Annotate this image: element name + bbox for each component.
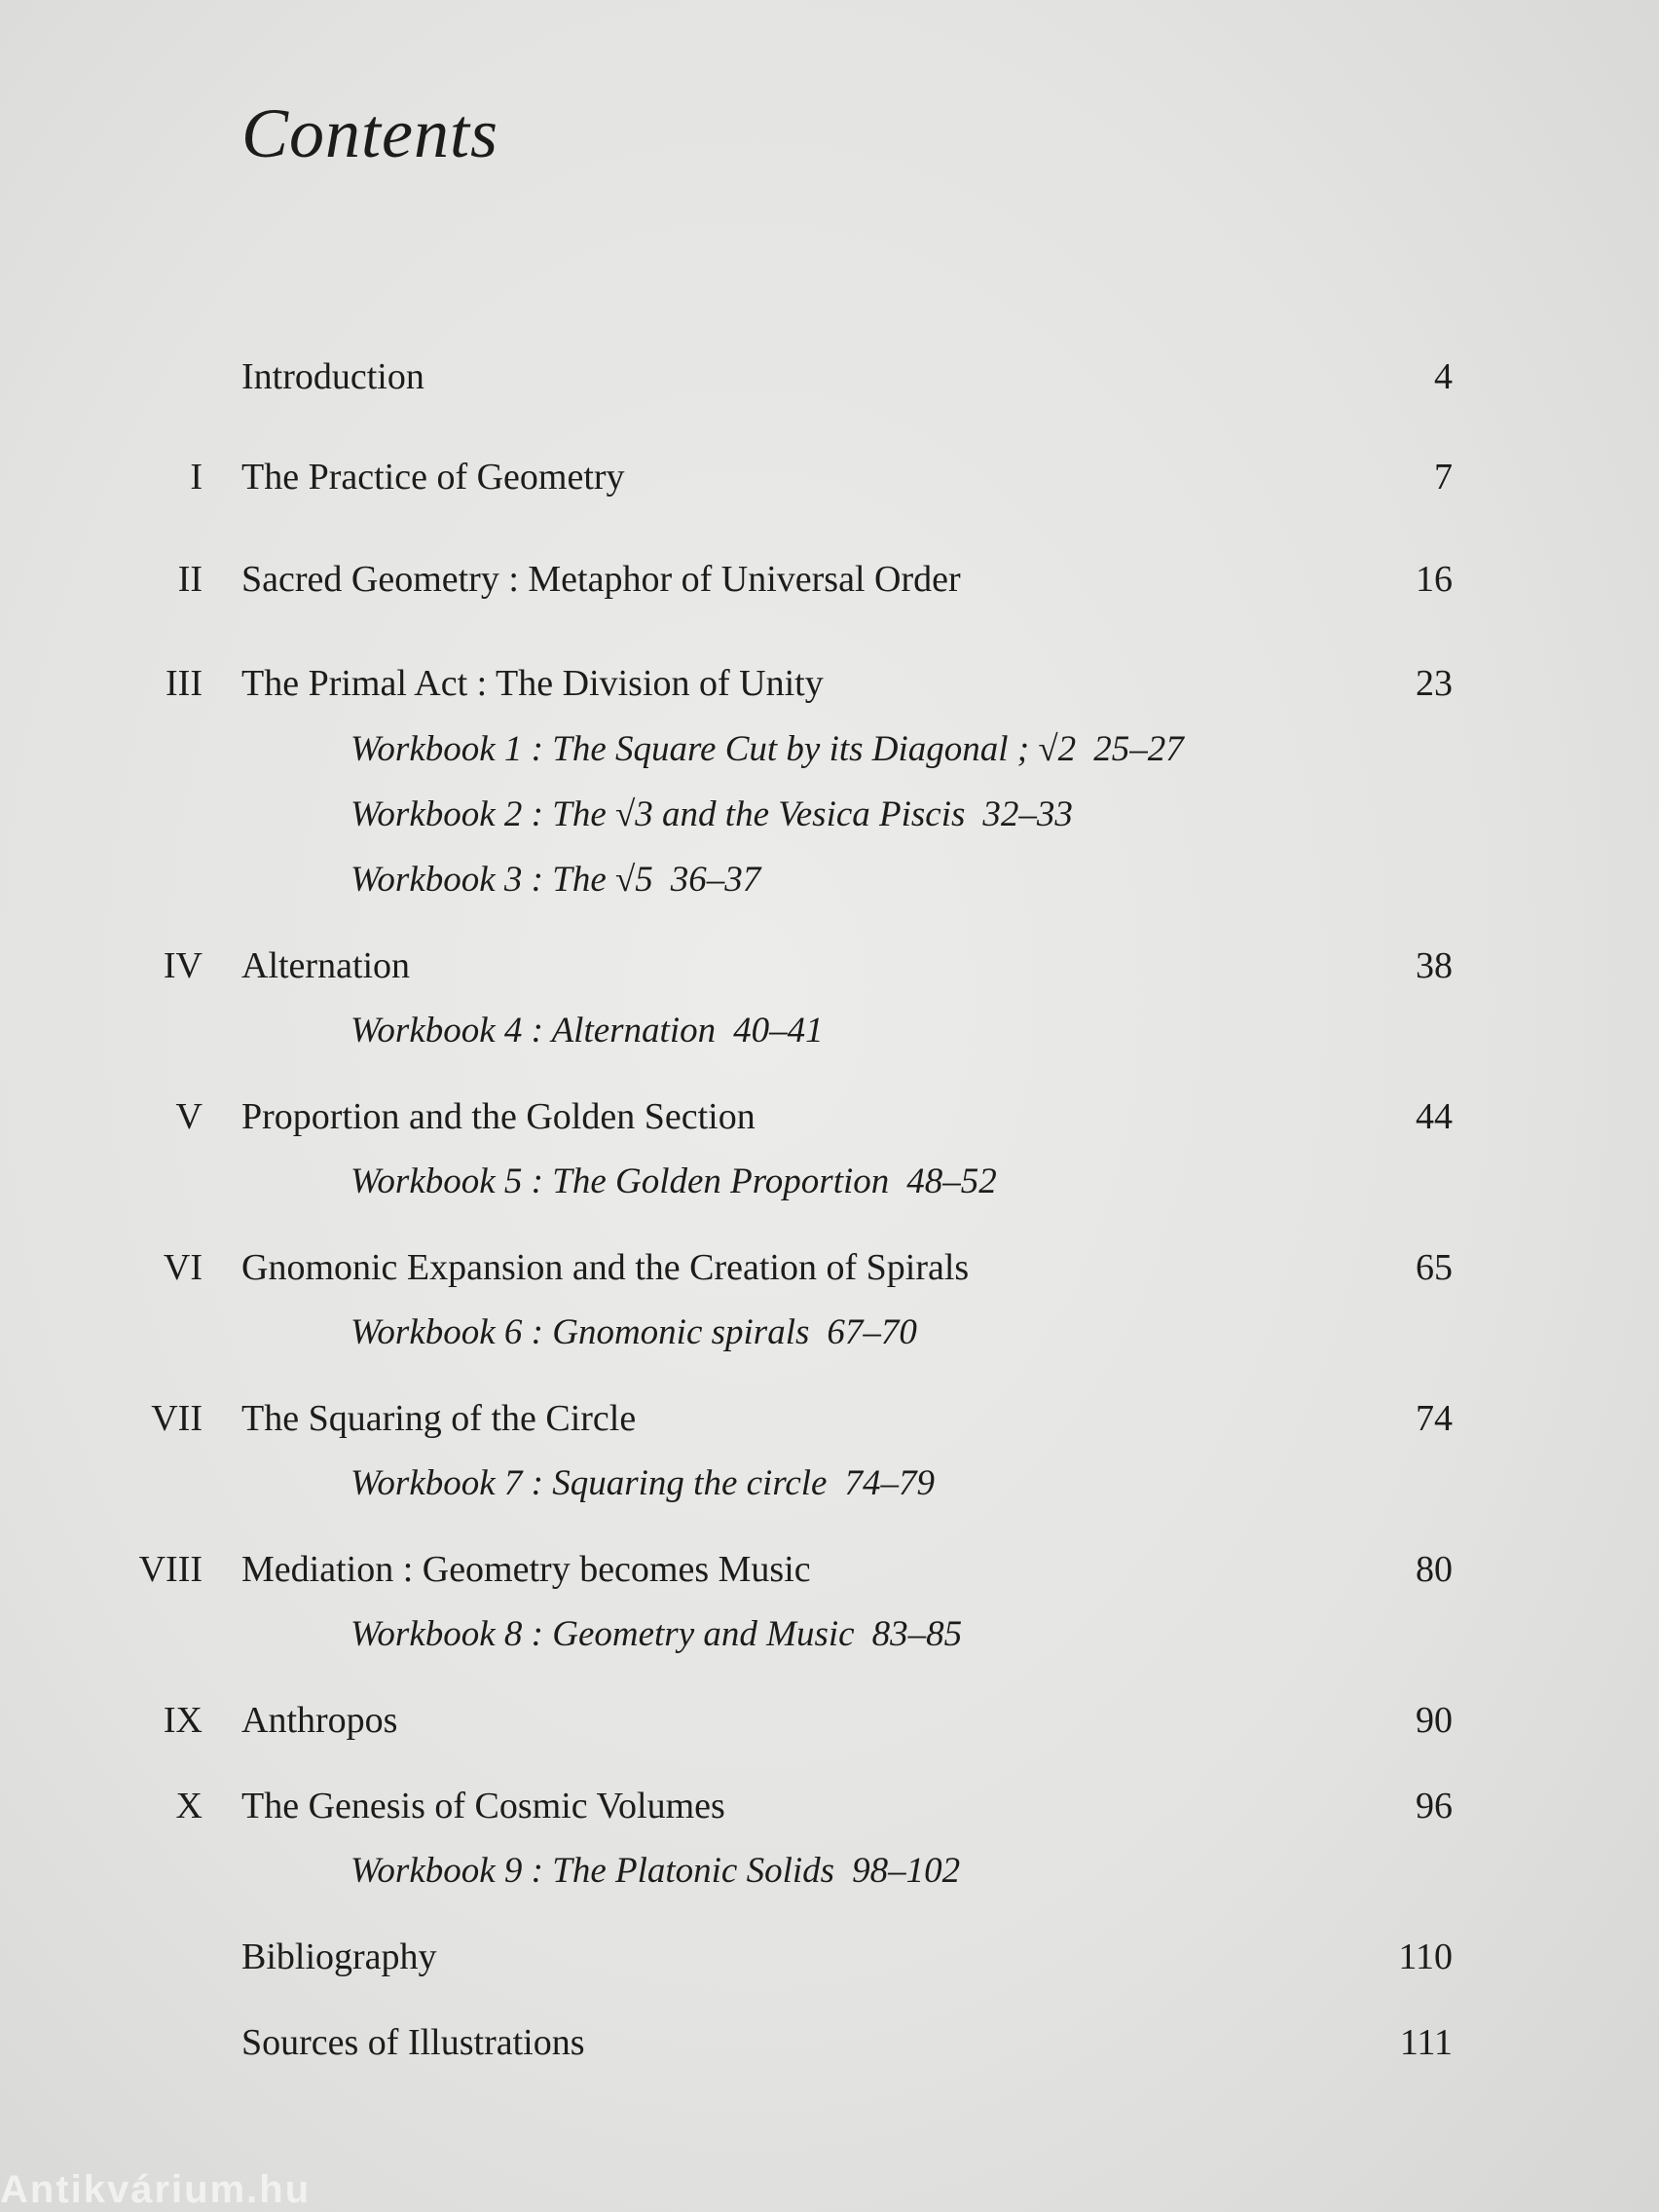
workbook-3 xyxy=(350,859,760,901)
entry-title: Sacred Geometry : Metaphor of Universal Order xyxy=(241,559,961,600)
toc-entry-chapter-3 xyxy=(0,662,1659,720)
toc-entry-introduction xyxy=(0,355,1659,414)
workbook-title: Workbook 4 : Alternation xyxy=(350,1011,717,1051)
toc-entry-chapter-8 xyxy=(0,1548,1659,1606)
toc-entry-sources xyxy=(0,2021,1659,2080)
chapter-number: IV xyxy=(163,945,203,986)
entry-title: Sources of Illustrations xyxy=(241,2022,585,2063)
entry-title: Mediation : Geometry becomes Music xyxy=(241,1549,811,1590)
workbook-5 xyxy=(350,1161,997,1202)
chapter-number: X xyxy=(175,1786,203,1826)
workbook-6 xyxy=(350,1311,917,1353)
chapter-number: VI xyxy=(163,1247,203,1288)
entry-page: 111 xyxy=(1399,2022,1453,2063)
chapter-number: VII xyxy=(151,1398,203,1439)
toc-entry-chapter-4 xyxy=(0,944,1659,1003)
entry-title: Anthropos xyxy=(241,1700,398,1741)
entry-page: 74 xyxy=(1416,1398,1453,1439)
toc-entry-chapter-2 xyxy=(0,558,1659,616)
chapter-number: V xyxy=(175,1096,203,1137)
entry-page: 23 xyxy=(1416,663,1453,704)
workbook-9 xyxy=(350,1850,960,1892)
entry-title: The Primal Act : The Division of Unity xyxy=(241,663,824,704)
workbook-pages: 83–85 xyxy=(871,1614,963,1654)
entry-page: 7 xyxy=(1434,457,1453,498)
workbook-pages: 36–37 xyxy=(670,860,761,900)
workbook-2 xyxy=(350,793,1073,835)
page-title: Contents xyxy=(241,94,499,172)
workbook-pages: 32–33 xyxy=(982,794,1073,834)
entry-page: 4 xyxy=(1434,356,1453,397)
entry-page: 44 xyxy=(1416,1096,1453,1137)
toc-entry-chapter-7 xyxy=(0,1397,1659,1456)
entry-title: Proportion and the Golden Section xyxy=(241,1096,756,1137)
entry-page: 90 xyxy=(1416,1700,1453,1741)
workbook-4 xyxy=(350,1010,824,1051)
workbook-title: Workbook 6 : Gnomonic spirals xyxy=(350,1312,810,1352)
workbook-title: Workbook 8 : Geometry and Music xyxy=(350,1614,855,1654)
entry-title: The Practice of Geometry xyxy=(241,457,625,498)
entry-page: 16 xyxy=(1416,559,1453,600)
watermark: Antikvárium.hu xyxy=(0,2168,312,2211)
chapter-number: IX xyxy=(163,1700,203,1741)
workbook-title: Workbook 3 : The √5 xyxy=(350,860,653,900)
entry-page: 80 xyxy=(1416,1549,1453,1590)
chapter-number: III xyxy=(166,663,203,704)
toc-entry-chapter-1 xyxy=(0,456,1659,514)
entry-title: Introduction xyxy=(241,356,424,397)
workbook-pages: 40–41 xyxy=(733,1011,824,1051)
workbook-pages: 74–79 xyxy=(844,1463,935,1503)
toc-entry-chapter-9 xyxy=(0,1699,1659,1757)
workbook-title: Workbook 7 : Squaring the circle xyxy=(350,1463,828,1503)
workbook-pages: 67–70 xyxy=(827,1312,917,1352)
toc-entry-chapter-5 xyxy=(0,1095,1659,1154)
workbook-title: Workbook 1 : The Square Cut by its Diagonal ; √2 xyxy=(350,729,1077,769)
workbook-1 xyxy=(350,728,1184,770)
entry-page: 96 xyxy=(1416,1786,1453,1826)
workbook-pages: 25–27 xyxy=(1093,729,1184,769)
workbook-8 xyxy=(350,1613,962,1655)
entry-title: The Squaring of the Circle xyxy=(241,1398,637,1439)
chapter-number: VIII xyxy=(138,1549,203,1590)
workbook-title: Workbook 2 : The √3 and the Vesica Piscis xyxy=(350,794,966,834)
chapter-number: II xyxy=(177,559,203,600)
entry-page: 65 xyxy=(1416,1247,1453,1288)
entry-page: 38 xyxy=(1416,945,1453,986)
entry-title: Alternation xyxy=(241,945,411,986)
workbook-title: Workbook 5 : The Golden Proportion xyxy=(350,1161,890,1201)
entry-title: Bibliography xyxy=(241,1936,437,1977)
entry-title: Gnomonic Expansion and the Creation of Spirals xyxy=(241,1247,970,1288)
toc-entry-chapter-10 xyxy=(0,1785,1659,1843)
toc-entry-chapter-6 xyxy=(0,1246,1659,1305)
workbook-title: Workbook 9 : The Platonic Solids xyxy=(350,1851,835,1891)
entry-page: 110 xyxy=(1398,1936,1453,1977)
workbook-pages: 48–52 xyxy=(906,1161,997,1201)
entry-title: The Genesis of Cosmic Volumes xyxy=(241,1786,725,1826)
toc-entry-bibliography xyxy=(0,1936,1659,1994)
workbook-pages: 98–102 xyxy=(852,1851,961,1891)
workbook-7 xyxy=(350,1462,935,1504)
chapter-number: I xyxy=(190,457,203,498)
